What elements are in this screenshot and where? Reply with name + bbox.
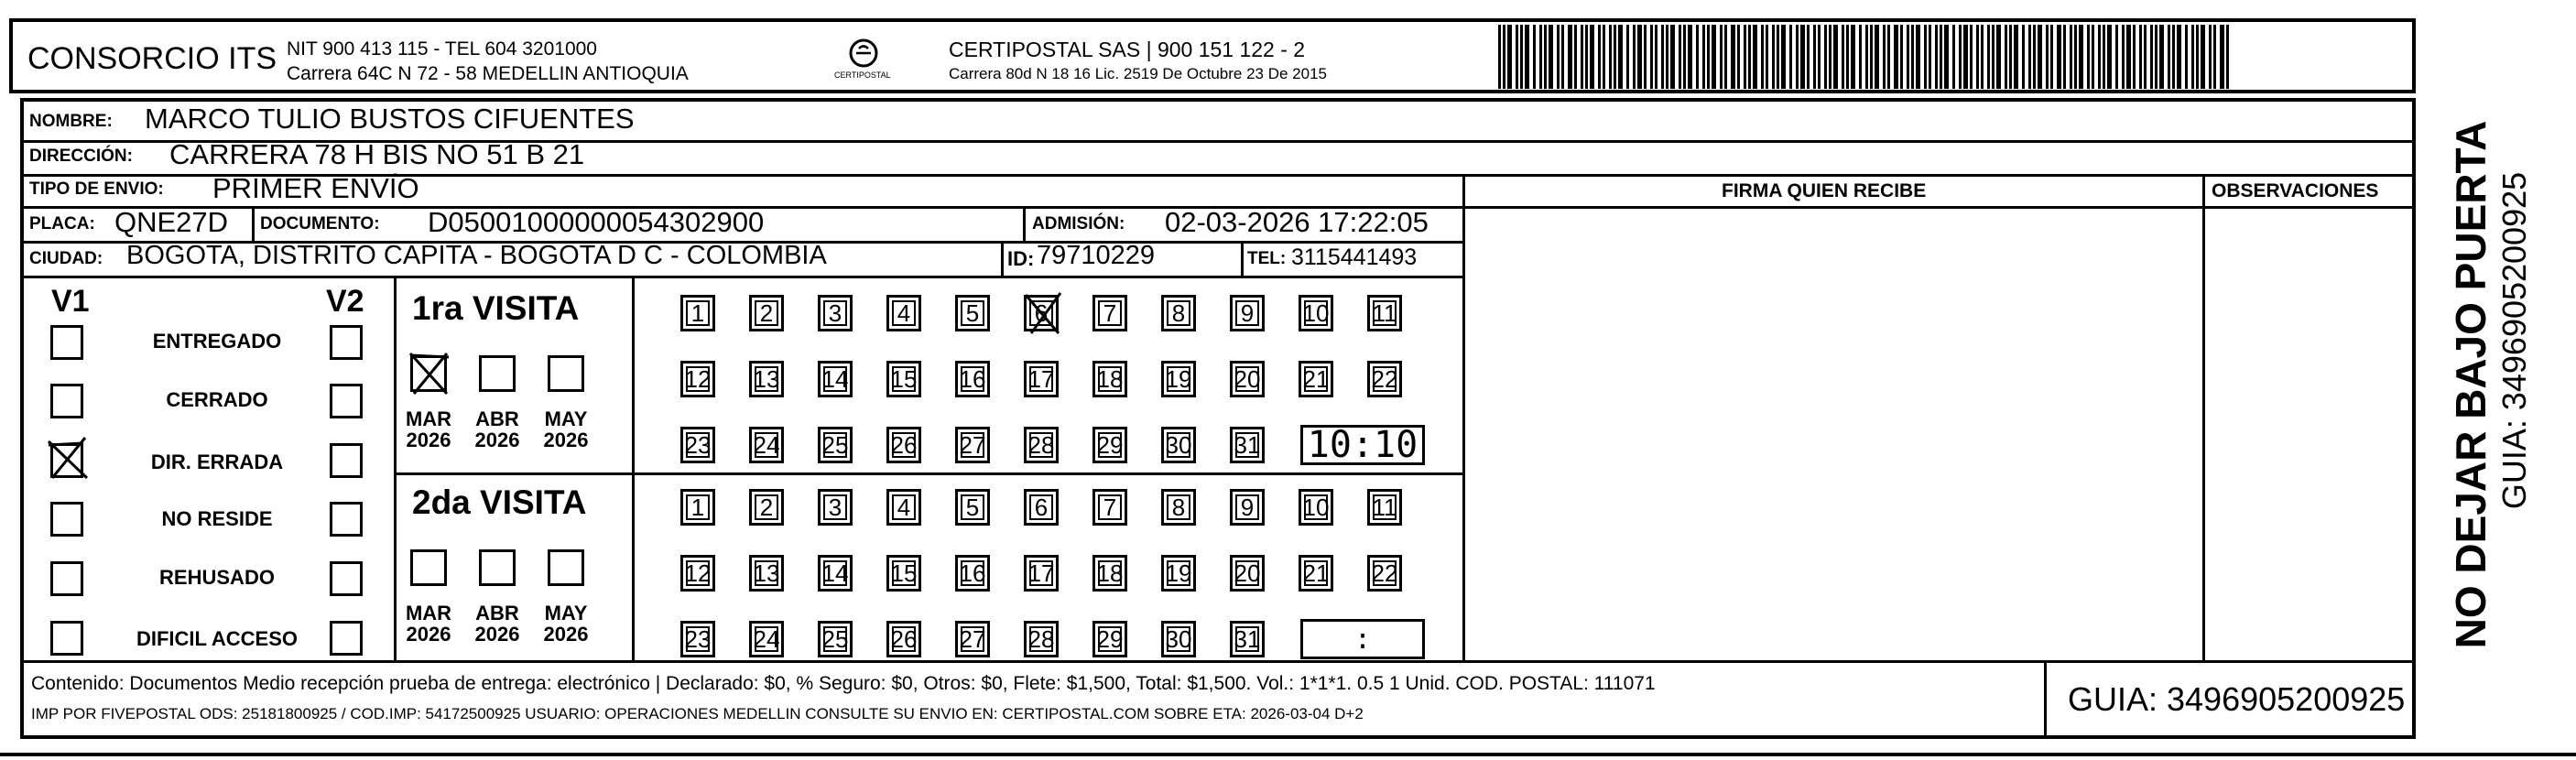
documento-label: DOCUMENTO: — [260, 214, 380, 233]
day-box[interactable]: 22 — [1367, 361, 1402, 397]
day-box[interactable]: 7 — [1092, 489, 1127, 526]
day-box[interactable]: 19 — [1161, 555, 1196, 592]
imp-line: IMP POR FIVEPOSTAL ODS: 25181800925 / COD.IMP: 54172500925 USUARIO: OPERACIONES MEDELLIN CONSULTE SU ENVIO EN: CERTIPOSTAL.COM SOBRE ETA: 2026-03-04 D+2 — [31, 705, 1364, 722]
barcode-bar — [1824, 25, 1827, 89]
barcode-bar — [1894, 25, 1898, 89]
barcode-bar — [1520, 25, 1523, 89]
day-box[interactable]: 1 — [680, 489, 715, 526]
day-box[interactable]: 26 — [886, 621, 921, 657]
barcode-bar — [1875, 25, 1879, 89]
month-name: MAY — [544, 407, 588, 430]
barcode-bar — [1533, 25, 1536, 89]
day-box[interactable]: 6 — [1024, 489, 1059, 526]
day-box[interactable]: 11 — [1367, 295, 1402, 331]
status-label: NO RESIDE — [161, 507, 273, 530]
day-box[interactable]: 18 — [1092, 555, 1127, 592]
barcode-bar — [2103, 25, 2105, 89]
barcode-bar — [1702, 25, 1705, 89]
barcode-bar — [1549, 25, 1553, 89]
barcode-bar — [1618, 25, 1623, 89]
barcode-bar — [1670, 25, 1675, 89]
barcode-bar — [2033, 25, 2036, 89]
barcode-bar — [2226, 25, 2229, 89]
day-box[interactable]: 16 — [955, 555, 990, 592]
day-box[interactable]: 24 — [749, 427, 784, 463]
month-label — [401, 603, 456, 645]
barcode-bar — [1992, 25, 1994, 89]
status-label: ENTREGADO — [152, 330, 282, 353]
barcode-bar — [1661, 25, 1664, 89]
barcode-bar — [1516, 25, 1518, 89]
day-box[interactable]: 22 — [1367, 555, 1402, 592]
barcode-bar — [1944, 25, 1949, 89]
barcode-bar — [1683, 25, 1686, 89]
barcode-bar — [1916, 25, 1920, 89]
day-box[interactable]: 11 — [1367, 489, 1402, 526]
status-label: DIR. ERRADA — [150, 451, 284, 473]
status-v1-checkbox[interactable] — [50, 325, 83, 360]
barcode-bar — [1981, 25, 1984, 89]
barcode-bar — [1503, 25, 1505, 89]
barcode-bar — [1737, 25, 1740, 89]
tipo-envio-value: PRIMER ENVÍO — [212, 172, 419, 204]
direccion-label: DIRECCIÓN: — [29, 147, 133, 166]
barcode-bar — [1907, 25, 1909, 89]
status-v2-checkbox[interactable] — [330, 621, 363, 656]
barcode-bar — [1753, 25, 1757, 89]
placa-label: PLACA: — [29, 214, 95, 233]
time-box[interactable]: 10:10 — [1300, 425, 1425, 465]
barcode-bar — [1609, 25, 1612, 89]
status-v1-checkbox[interactable] — [50, 561, 83, 596]
barcode-bar — [1924, 25, 1927, 89]
month-checkbox[interactable] — [479, 355, 516, 392]
barcode-bar — [2046, 25, 2049, 89]
day-box[interactable]: 14 — [818, 555, 853, 592]
barcode-bar — [2028, 25, 2031, 89]
day-box[interactable]: 7 — [1092, 295, 1127, 331]
visit-1-title: 1ra VISITA — [412, 289, 580, 327]
barcode-bar — [1929, 25, 1931, 89]
barcode-bar — [2074, 25, 2077, 89]
contenido-line: Contenido: Documentos Medio recepción prueba de entrega: electrónico | Declarado: $0, % Seguro: $0, Otros: $0, Flete: $1,500, Total: $1,500. Vol.: 1*1*1. 0.5 1 Unid. COD. POSTAL: 111071 — [31, 673, 1656, 694]
barcode-bar — [1688, 25, 1692, 89]
barcode-bar — [1807, 25, 1810, 89]
ciudad-label: CIUDAD: — [29, 249, 103, 268]
barcode-bar — [1707, 25, 1710, 89]
barcode-bar — [1777, 25, 1779, 89]
day-box[interactable]: 27 — [955, 427, 990, 463]
day-box[interactable]: 30 — [1161, 621, 1196, 657]
barcode-bar — [2133, 25, 2136, 89]
day-box[interactable]: 13 — [749, 555, 784, 592]
barcode-bar — [2038, 25, 2042, 89]
month-checkbox[interactable] — [479, 549, 516, 586]
day-box[interactable]: 30 — [1161, 427, 1196, 463]
barcode-bar — [2185, 25, 2188, 89]
month-name: MAY — [544, 602, 588, 624]
barcode-bar — [1781, 25, 1786, 89]
barcode-bar — [2057, 25, 2061, 89]
observaciones-header: OBSERVACIONES — [2212, 180, 2379, 201]
day-box[interactable]: 28 — [1024, 621, 1059, 657]
day-box[interactable]: 5 — [955, 295, 990, 331]
tipo-envio-label: TIPO DE ENVIO: — [29, 179, 164, 199]
month-year: 2026 — [543, 429, 589, 452]
status-label: CERRADO — [166, 388, 268, 411]
status-v2-checkbox[interactable] — [330, 502, 363, 537]
barcode-bar — [2070, 25, 2072, 89]
month-label — [538, 603, 593, 645]
barcode-bar — [1970, 25, 1973, 89]
barcode-bar — [2191, 25, 2194, 89]
barcode-bar — [2079, 25, 2083, 89]
day-box[interactable]: 14 — [818, 361, 853, 397]
barcode-bar — [1829, 25, 1831, 89]
barcode-bar — [1818, 25, 1821, 89]
placa-value: QNE27D — [114, 206, 229, 238]
barcode-bar — [2122, 25, 2125, 89]
day-box[interactable]: 23 — [680, 621, 715, 657]
day-box[interactable]: 28 — [1024, 427, 1059, 463]
barcode-bar — [1724, 25, 1727, 89]
day-box[interactable]: 27 — [955, 621, 990, 657]
nit-line: NIT 900 413 115 - TEL 604 3201000 — [287, 38, 597, 60]
barcode-bar — [1859, 25, 1862, 89]
barcode-bar — [2115, 25, 2118, 89]
barcode-bar — [2172, 25, 2175, 89]
certipostal-logo — [831, 37, 896, 88]
barcode-bar — [2155, 25, 2158, 89]
day-box[interactable]: 2 — [749, 295, 784, 331]
barcode-bar — [2220, 25, 2224, 89]
month-label — [401, 408, 456, 451]
direccion-value: CARRERA 78 H BIS NO 51 B 21 — [169, 138, 585, 170]
day-box[interactable]: 3 — [818, 489, 853, 526]
day-box[interactable]: 8 — [1161, 489, 1196, 526]
nombre-value: MARCO TULIO BUSTOS CIFUENTES — [145, 103, 635, 135]
day-box[interactable]: 9 — [1230, 489, 1265, 526]
barcode-bar — [1996, 25, 2001, 89]
barcode-bar — [1637, 25, 1642, 89]
barcode-bar — [1544, 25, 1547, 89]
day-box[interactable]: 17 — [1024, 555, 1059, 592]
status-v2-checkbox[interactable] — [330, 384, 363, 418]
day-box[interactable]: 17 — [1024, 361, 1059, 397]
day-box[interactable]: 26 — [886, 427, 921, 463]
no-dejar-bajo-puerta: NO DEJAR BAJO PUERTA — [2447, 120, 2494, 649]
barcode-bar — [1976, 25, 1979, 89]
day-box[interactable]: 4 — [886, 295, 921, 331]
nombre-label: NOMBRE: — [29, 112, 113, 131]
barcode-bar — [2150, 25, 2153, 89]
admision-label: ADMISIÓN: — [1032, 214, 1125, 233]
documento-value: D05001000000054302900 — [428, 206, 765, 238]
barcode-bar — [1679, 25, 1681, 89]
month-year: 2026 — [474, 429, 520, 452]
month-name: MAR — [405, 407, 452, 430]
barcode-bar — [1731, 25, 1735, 89]
barcode-bar — [1959, 25, 1962, 89]
day-box[interactable]: 3 — [818, 295, 853, 331]
barcode-bar — [1712, 25, 1716, 89]
day-box[interactable]: 23 — [680, 427, 715, 463]
day-box[interactable]: 31 — [1230, 427, 1265, 463]
month-year: 2026 — [543, 623, 589, 646]
visit-2-title: 2da VISITA — [412, 483, 587, 521]
barcode-bar — [1574, 25, 1577, 89]
day-box[interactable]: 31 — [1230, 621, 1265, 657]
barcode — [1498, 25, 2231, 89]
month-name: ABR — [475, 407, 519, 430]
status-v2-checkbox[interactable] — [330, 561, 363, 596]
month-checkbox[interactable] — [410, 549, 447, 586]
day-box[interactable]: 20 — [1230, 361, 1265, 397]
barcode-bar — [1900, 25, 1903, 89]
barcode-bar — [1883, 25, 1886, 89]
day-box[interactable]: 19 — [1161, 361, 1196, 397]
barcode-bar — [2159, 25, 2164, 89]
month-year: 2026 — [474, 623, 520, 646]
barcode-bar — [1748, 25, 1751, 89]
checkmark-icon — [407, 348, 454, 399]
time-box[interactable]: : — [1300, 619, 1425, 659]
company-address: Carrera 64C N 72 - 58 MEDELLIN ANTIOQUIA — [287, 63, 689, 84]
month-name: MAR — [405, 602, 452, 624]
barcode-bar — [1655, 25, 1658, 89]
day-box[interactable]: 10 — [1299, 489, 1333, 526]
barcode-bar — [1851, 25, 1855, 89]
barcode-bar — [2209, 25, 2212, 89]
barcode-bar — [2009, 25, 2012, 89]
id-label: ID: — [1007, 247, 1035, 270]
barcode-bar — [1507, 25, 1512, 89]
barcode-bar — [1633, 25, 1636, 89]
v2-label: V2 — [326, 284, 364, 319]
day-box[interactable]: 10 — [1299, 295, 1333, 331]
barcode-bar — [1744, 25, 1746, 89]
barcode-bar — [1644, 25, 1647, 89]
certipostal-address: Carrera 80d N 18 16 Lic. 2519 De Octubre 23 De 2015 — [949, 65, 1327, 82]
day-box[interactable]: 9 — [1230, 295, 1265, 331]
barcode-bar — [1539, 25, 1542, 89]
barcode-bar — [2022, 25, 2025, 89]
barcode-bar — [1568, 25, 1572, 89]
day-box[interactable]: 12 — [680, 555, 715, 592]
barcode-bar — [1603, 25, 1605, 89]
barcode-bar — [2087, 25, 2090, 89]
status-v1-checkbox[interactable] — [50, 621, 83, 656]
month-label — [538, 408, 593, 451]
day-box[interactable]: 4 — [886, 489, 921, 526]
firma-header: FIRMA QUIEN RECIBE — [1722, 180, 1927, 201]
day-box[interactable]: 16 — [955, 361, 990, 397]
day-box[interactable]: 29 — [1092, 427, 1127, 463]
barcode-bar — [1911, 25, 1914, 89]
logo-text: CERTIPOSTAL — [834, 71, 891, 80]
barcode-bar — [1887, 25, 1890, 89]
barcode-bar — [2063, 25, 2066, 89]
footer-guia: GUIA: 3496905200925 — [2068, 680, 2406, 718]
barcode-bar — [2098, 25, 2101, 89]
barcode-bar — [1987, 25, 1990, 89]
barcode-bar — [1796, 25, 1799, 89]
barcode-bar — [1789, 25, 1792, 89]
barcode-bar — [1761, 25, 1764, 89]
barcode-bar — [2050, 25, 2053, 89]
barcode-bar — [1800, 25, 1805, 89]
day-box[interactable]: 8 — [1161, 295, 1196, 331]
status-v1-checkbox[interactable] — [50, 384, 83, 418]
day-box[interactable]: 1 — [680, 295, 715, 331]
month-name: ABR — [475, 602, 519, 624]
admision-value: 02-03-2026 17:22:05 — [1165, 206, 1429, 238]
day-box[interactable]: 25 — [818, 621, 853, 657]
barcode-bar — [1626, 25, 1629, 89]
barcode-bar — [2005, 25, 2007, 89]
status-label: REHUSADO — [159, 566, 275, 589]
barcode-bar — [2014, 25, 2018, 89]
day-box[interactable]: 29 — [1092, 621, 1127, 657]
barcode-bar — [1650, 25, 1653, 89]
barcode-bar — [1614, 25, 1616, 89]
side-guia: GUIA: 3496905200925 — [2495, 171, 2533, 510]
month-checkbox[interactable] — [548, 355, 584, 392]
month-label — [470, 408, 525, 451]
barcode-bar — [1952, 25, 1955, 89]
barcode-bar — [1940, 25, 1942, 89]
certipostal-line: CERTIPOSTAL SAS | 900 151 122 - 2 — [949, 38, 1306, 61]
barcode-bar — [2196, 25, 2199, 89]
barcode-bar — [1525, 25, 1529, 89]
barcode-bar — [2107, 25, 2112, 89]
barcode-bar — [1772, 25, 1775, 89]
day-box[interactable]: 21 — [1299, 555, 1333, 592]
id-value: 79710229 — [1037, 241, 1156, 270]
barcode-bar — [2213, 25, 2216, 89]
barcode-bar — [2168, 25, 2170, 89]
barcode-bar — [1870, 25, 1873, 89]
checkmark-icon — [1018, 286, 1068, 339]
barcode-bar — [1720, 25, 1723, 89]
day-box[interactable]: 18 — [1092, 361, 1127, 397]
barcode-bar — [1585, 25, 1588, 89]
tel-label: TEL: — [1247, 249, 1287, 268]
status-label: DIFICIL ACCESO — [136, 627, 298, 650]
barcode-bar — [2139, 25, 2142, 89]
barcode-bar — [1935, 25, 1938, 89]
day-box[interactable]: 20 — [1230, 555, 1265, 592]
v1-label: V1 — [51, 284, 90, 319]
barcode-bar — [2201, 25, 2205, 89]
status-v1-checkbox[interactable] — [50, 502, 83, 537]
barcode-bar — [1842, 25, 1844, 89]
barcode-bar — [2126, 25, 2131, 89]
day-box[interactable]: 15 — [886, 555, 921, 592]
barcode-bar — [2177, 25, 2181, 89]
month-year: 2026 — [406, 623, 451, 646]
checkmark-icon — [43, 432, 94, 483]
month-label — [470, 603, 525, 645]
tel-value: 3115441493 — [1291, 244, 1418, 270]
barcode-bar — [1498, 25, 1501, 89]
day-box[interactable]: 5 — [955, 489, 990, 526]
day-box[interactable]: 15 — [886, 361, 921, 397]
barcode-bar — [1865, 25, 1868, 89]
barcode-bar — [1666, 25, 1668, 89]
day-box[interactable]: 12 — [680, 361, 715, 397]
company-name: CONSORCIO ITS — [27, 41, 277, 76]
barcode-bar — [1581, 25, 1583, 89]
barcode-bar — [1557, 25, 1560, 89]
status-v2-checkbox[interactable] — [330, 325, 363, 360]
barcode-bar — [2092, 25, 2094, 89]
status-v2-checkbox[interactable] — [330, 443, 363, 478]
barcode-bar — [2144, 25, 2147, 89]
barcode-bar — [1813, 25, 1816, 89]
day-box[interactable]: 21 — [1299, 361, 1333, 397]
barcode-bar — [1598, 25, 1601, 89]
day-box[interactable]: 2 — [749, 489, 784, 526]
barcode-bar — [1846, 25, 1849, 89]
bottom-rule — [0, 753, 2576, 756]
month-checkbox[interactable] — [548, 549, 584, 586]
barcode-bar — [1766, 25, 1768, 89]
day-box[interactable]: 25 — [818, 427, 853, 463]
barcode-bar — [1561, 25, 1564, 89]
barcode-bar — [1833, 25, 1838, 89]
day-box[interactable]: 6 — [1024, 295, 1059, 331]
day-box[interactable]: 24 — [749, 621, 784, 657]
barcode-bar — [1963, 25, 1968, 89]
day-box[interactable]: 13 — [749, 361, 784, 397]
ciudad-value: BOGOTA, DISTRITO CAPITA - BOGOTA D C - COLOMBIA — [126, 241, 827, 270]
month-year: 2026 — [406, 429, 451, 452]
barcode-bar — [1590, 25, 1594, 89]
barcode-bar — [1696, 25, 1699, 89]
